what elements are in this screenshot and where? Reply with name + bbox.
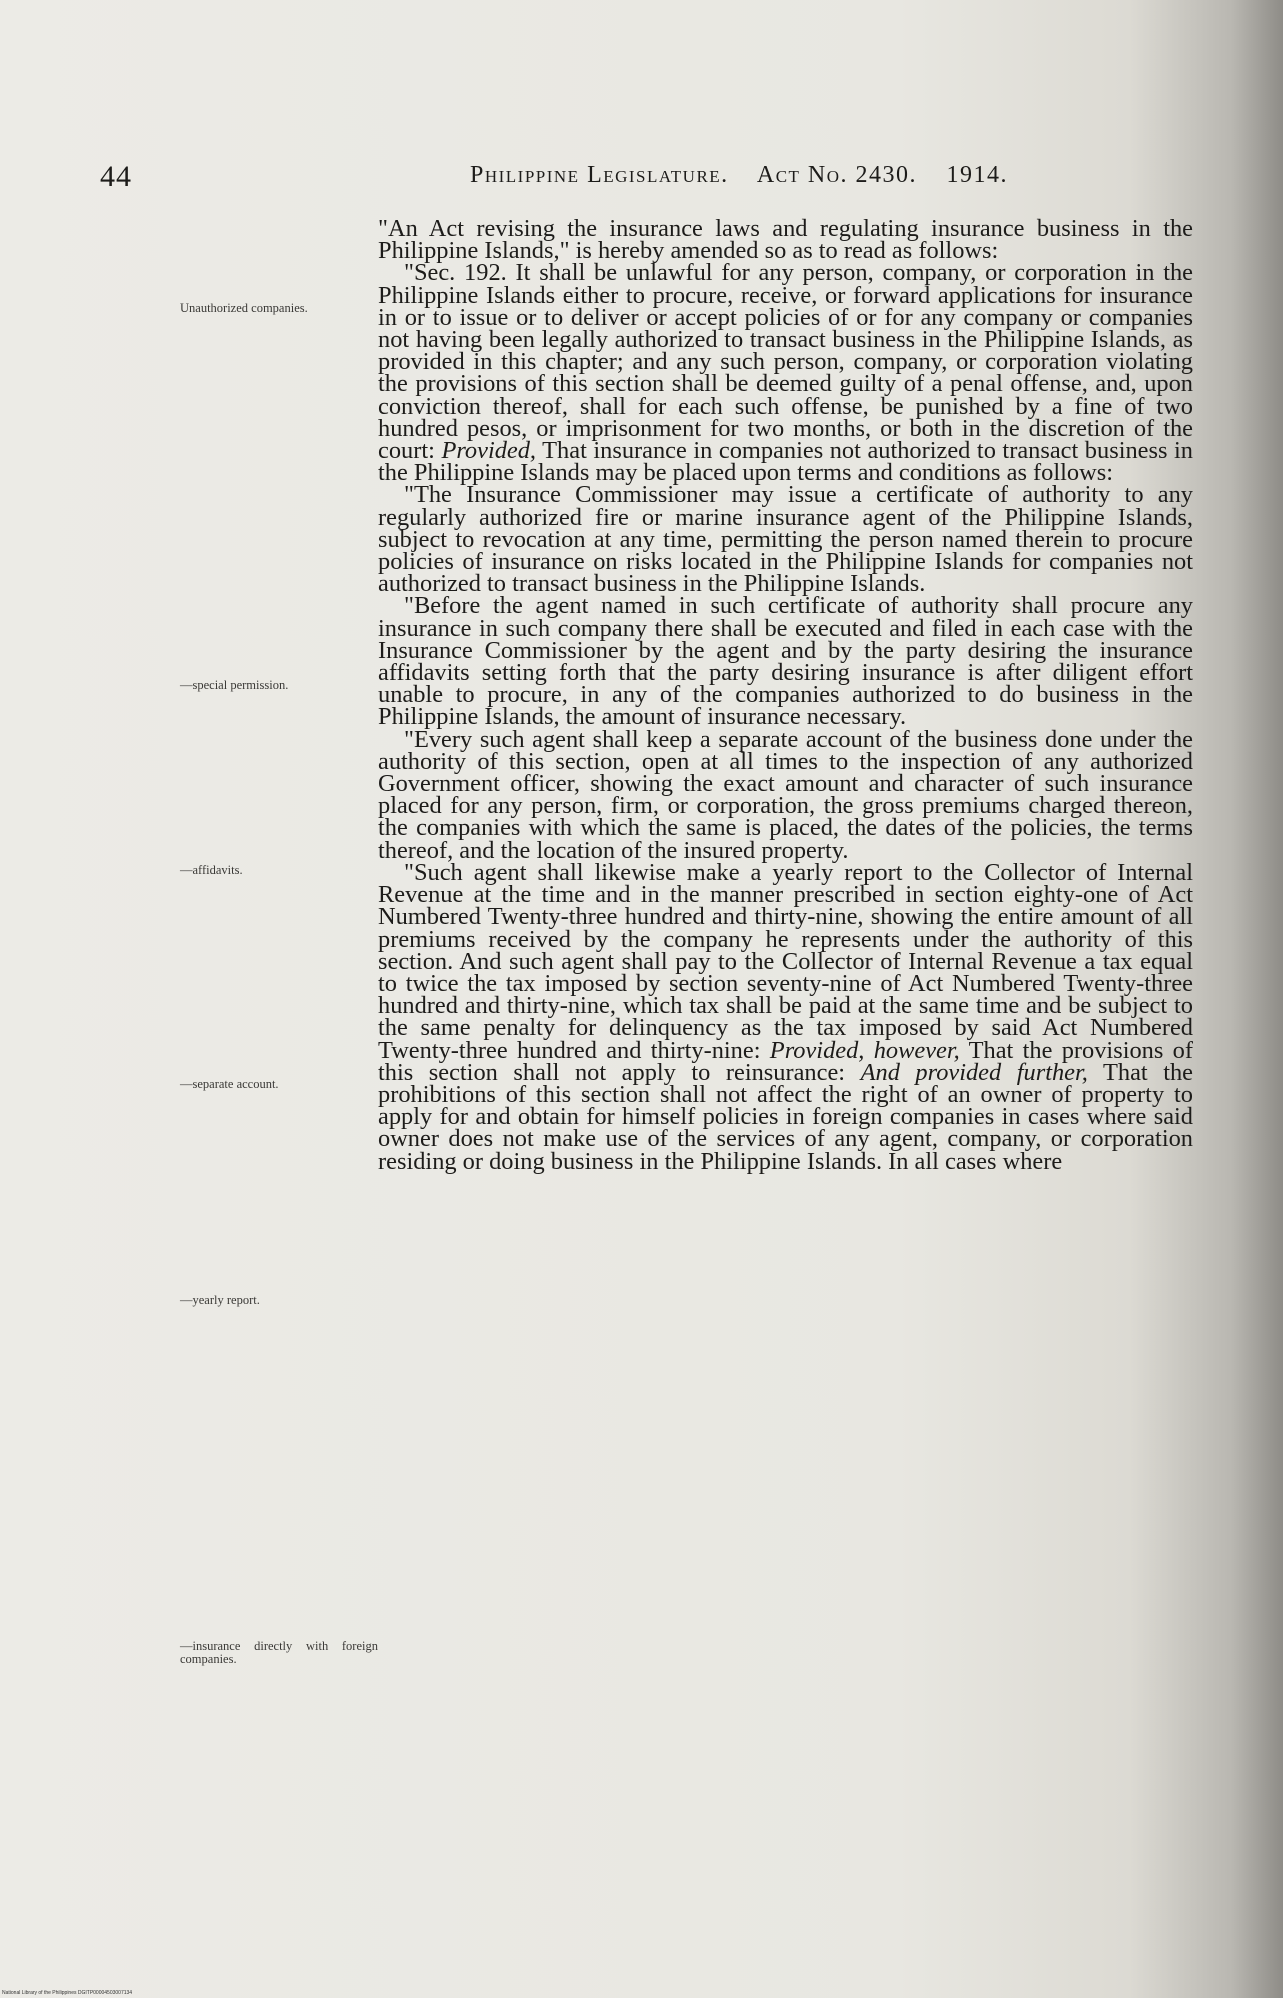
running-head-year: 1914.: [946, 162, 1009, 188]
margin-note-insurance-foreign-companies: —insurance directly with foreign companies.: [180, 1639, 378, 1666]
body-text: [378, 215, 1193, 1175]
section-192-text-cont: That insurance in companies not authorized to transact business in the Philippine Islands may be placed upon terms and conditions as follows:: [378, 437, 1193, 487]
scan-credit: National Library of the Philippines DGITP00004503007134: [2, 1990, 133, 1996]
provided-however-italic: Provided, however,: [769, 1036, 960, 1064]
margin-note-separate-account: —separate account.: [180, 1077, 279, 1091]
yearly-report-text-end: That the prohibitions of this section shall not affect the right of an owner of property to apply for and obtain for himself policies in foreign companies in cases where said owner does not make use of the services of any agent, company, or corporation residing or doing business in the Philippine Islands. In all cases where: [378, 1058, 1193, 1175]
paragraph-amendment-intro: "An Act revising the insurance laws and regulating insurance business in the Philippine Islands," is hereby amended so as to read as follows:: [378, 215, 1193, 265]
running-head-act: Act No. 2430.: [756, 162, 918, 188]
paragraph-section-192: [378, 259, 1193, 487]
page-number: 44: [100, 160, 132, 193]
section-192-text: "Sec. 192. It shall be unlawful for any person, company, or corporation in the Philippine Islands either to procure, receive, or forward applications for insurance in or to issue or to deliver or accept policies of or for any company or companies not having been legally authorized to transact business in the Philippine Islands, as provided in this chapter; and any such person, company, or corporation violating the provisions of this section shall be deemed guilty of a penal offense, and, upon conviction thereof, shall for each such offense, be punished by a fine of two hundred pesos, or imprisonment for two months, or both in the discretion of the court:: [378, 259, 1193, 465]
margin-note-unauthorized-companies: Unauthorized companies.: [180, 301, 308, 315]
paragraph-special-permission: "The Insurance Commissioner may issue a certificate of authority to any regularly authorized fire or marine insurance agent of the Philippine Islands, subject to revocation at any time, permitting the person named therein to procure policies of insurance on risks located in the Philippine Islands for companies not authorized to transact business in the Philippine Islands.: [378, 481, 1193, 598]
margin-note-yearly-report: —yearly report.: [180, 1293, 260, 1307]
yearly-report-text-cont: That the provisions of this section shall not apply to reinsurance:: [378, 1036, 1193, 1086]
paragraph-yearly-report: [378, 858, 1193, 1175]
margin-note-special-permission: —special permission.: [180, 678, 289, 692]
paragraph-separate-account: "Every such agent shall keep a separate account of the business done under the authority of this section, open at all times to the inspection of any authorized Government officer, showing the exact amount and character of such insurance placed for any person, firm, or corporation, the gross premiums charged thereon, the companies with which the same is placed, the dates of the policies, the terms thereof, and the location of the insured property.: [378, 725, 1193, 864]
and-provided-further-italic: And provided further,: [860, 1058, 1088, 1086]
margin-note-affidavits: —affidavits.: [180, 863, 243, 877]
provided-italic: Provided,: [441, 437, 537, 465]
paragraph-affidavits: "Before the agent named in such certificate of authority shall procure any insurance in such company there shall be executed and filed in each case with the Insurance Commissioner by the agent and by the party desiring the insurance affidavits setting forth that the party desiring insurance is after diligent effort unable to procure, in any of the companies authorized to do business in the Philippine Islands, the amount of insurance necessary.: [378, 592, 1193, 731]
running-head: [470, 162, 1160, 189]
yearly-report-text: "Such agent shall likewise make a yearly report to the Collector of Internal Revenue at the time and in the manner prescribed in section eighty-one of Act Numbered Twenty-three hundred and thirty-nine, showing the entire amount of all premiums received by the company he represents under the authority of this section. And such agent shall pay to the Collector of Internal Revenue a tax equal to twice the tax imposed by section seventy-nine of Act Numbered Twenty-three hundred and thirty-nine, which tax shall be paid at the same time and be subject to the same penalty for delinquency as the tax imposed by said Act Numbered Twenty-three hundred and thirty-nine:: [378, 858, 1193, 1064]
running-head-publication: Philippine Legislature.: [470, 162, 729, 188]
